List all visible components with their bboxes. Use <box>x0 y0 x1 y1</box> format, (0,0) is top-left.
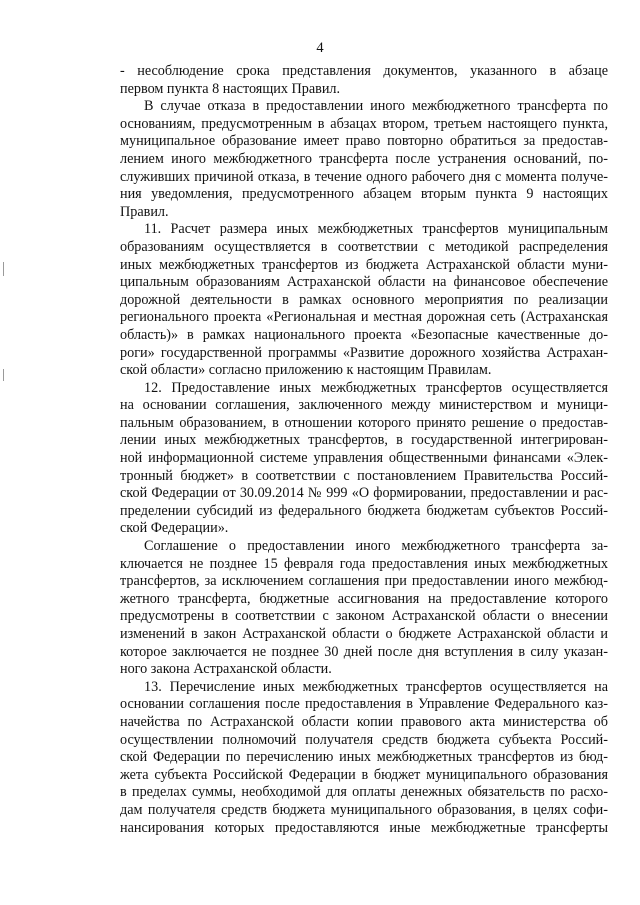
text-line: 12. Предоставление иных межбюджетных трансфертов осуществляется <box>144 379 608 396</box>
text-line: ключается не позднее 15 февраля года предоставления иных межбюджетных <box>120 555 608 572</box>
text-line: ской Федерации по перечислению иных межбюджетных трансфертов из бюд- <box>120 749 608 766</box>
text-line: изменений в закон Астраханской области о бюджете Астраханской области и <box>120 626 608 642</box>
text-line: в пределах суммы, необходимой для оплаты денежных обязательств по расхо- <box>120 784 608 801</box>
paragraph-p-13 <box>120 679 608 837</box>
text-line: - несоблюдение срока представления документов, указанного в абзаце <box>120 63 608 79</box>
text-line: ской Федерации от 30.09.2014 № 999 «О формировании, предоставлении и рас- <box>120 485 608 502</box>
text-line: ской области» согласно приложению к настоящим Правилам. <box>120 362 492 379</box>
document-body <box>120 63 608 837</box>
text-line: первом пункта 8 настоящих Правил. <box>120 80 341 97</box>
text-line: область)» в рамках национального проекта «Безопасные качественные до- <box>120 326 608 343</box>
text-line: образованиям осуществляется в соответствии с методикой распределения <box>120 238 608 255</box>
text-line: основании соглашения после предоставления в Управление Федерального каз- <box>120 696 608 713</box>
text-line: нансирования которых предоставляются иные межбюджетные трансферты <box>120 819 608 836</box>
text-line: лением иного межбюджетного трансферта после устранения оснований, по- <box>120 150 608 167</box>
text-line: Правил. <box>120 203 169 220</box>
text-line: дам получателя средств бюджета муниципального образования, в целях софи- <box>120 801 608 818</box>
text-line: иных межбюджетных трансфертов из бюджета Астраханской области муни- <box>120 256 608 273</box>
text-line: роги» государственной программы «Развитие дорожного хозяйства Астрахан- <box>120 344 608 361</box>
text-line: начейства по Астраханской области копии правового акта министерства об <box>120 713 608 730</box>
text-line: 11. Расчет размера иных межбюджетных трансфертов муниципальным <box>144 221 608 238</box>
text-line: трансфертов, за исключением соглашения при предоставлении иного межбюд- <box>120 573 608 590</box>
text-line: жета субъекта Российской Федерации в бюджет муниципального образования <box>120 766 608 783</box>
text-line: пальным образованием, в отношении которого принято решение о предостав- <box>120 414 608 431</box>
text-line: дорожной деятельности в рамках основного мероприятия по реализации <box>120 291 608 308</box>
text-line: предусмотрены в соответствии с законом Астраханской области о внесении <box>120 608 608 625</box>
text-line: которое заключается не позднее 30 дней после дня вступления в силу указан- <box>120 643 608 660</box>
text-line: 13. Перечисление иных межбюджетных трансфертов осуществляется на <box>144 678 608 695</box>
text-line: на основании соглашения, заключенного между министерством и муници- <box>120 397 608 414</box>
text-line: осуществлении полномочий получателя средств бюджета субъекта Россий- <box>120 731 608 748</box>
text-line: жетного трансферта, бюджетные ассигнования на предоставление которого <box>120 590 608 607</box>
scan-mark-top <box>3 262 4 276</box>
text-line: ципальным образованиям Астраханской области на финансовое обеспечение <box>120 274 608 291</box>
text-line: В случае отказа в предоставлении иного межбюджетного трансферта по <box>144 98 608 115</box>
text-line: ной информационной системе управления общественными финансами «Элек- <box>120 450 608 467</box>
paragraph-p-refusal <box>120 98 608 221</box>
scan-mark-bottom <box>3 369 4 381</box>
text-line: лении иных межбюджетных трансфертов, в государственной интегрирован- <box>120 432 608 449</box>
text-line: основаниям, предусмотренным в абзацах втором, третьем настоящего пункта, <box>120 115 608 132</box>
text-line: Соглашение о предоставлении иного межбюджетного трансферта за- <box>144 538 608 555</box>
text-line: ного закона Астраханской области. <box>120 661 332 678</box>
page-number: 4 <box>316 40 324 56</box>
text-line: муниципальное образование имеет право повторно обратиться за предостав- <box>120 133 608 150</box>
text-line: пределении субсидий из федерального бюджета бюджетам субъектов Россий- <box>120 502 608 519</box>
text-line: ния уведомления, предусмотренного абзацем вторым пункта 9 настоящих <box>120 186 608 203</box>
paragraph-p-12 <box>120 380 608 538</box>
text-line: ской Федерации». <box>120 520 229 537</box>
paragraph-p-agreement <box>120 538 608 679</box>
text-line: регионального проекта «Региональная и местная дорожная сеть (Астраханская <box>120 309 608 326</box>
paragraph-p-11 <box>120 221 608 379</box>
paragraph-p-nonobservance <box>120 63 608 98</box>
text-line: служивших причиной отказа, в течение одного рабочего дня с момента получе- <box>120 168 608 185</box>
text-line: тронный бюджет» в соответствии с постановлением Правительства Россий- <box>120 467 608 484</box>
